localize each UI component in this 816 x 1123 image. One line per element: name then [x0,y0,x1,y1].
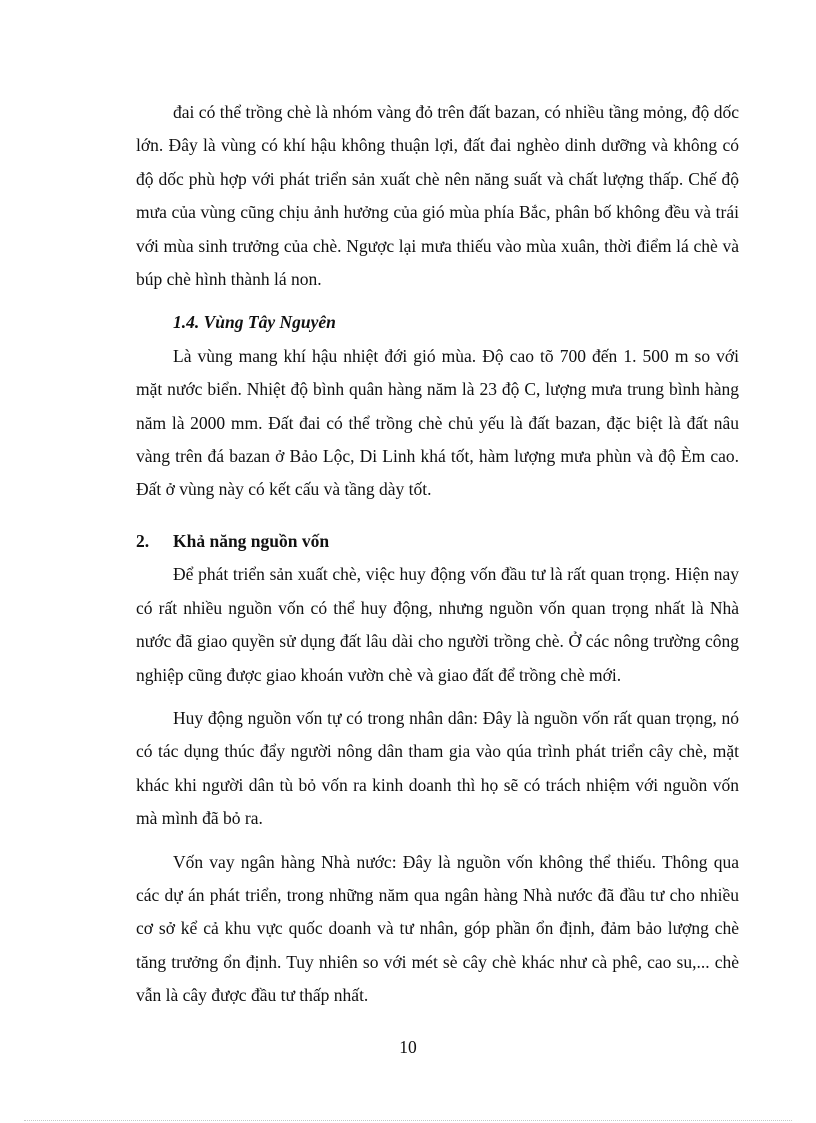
page-number: 10 [399,1037,417,1057]
paragraph-capital-1: Để phát triển sản xuất chè, việc huy động vốn đầu tư là rất quan trọng. Hiện nay có rất nhiều nguồn vốn có thể huy động, nhưng nguồn vốn quan trọng nhất là Nhà nước đã giao quyền sử dụng đất lâu dài cho người trồng chè. Ở các nông trường công nghiệp cũng được giao khoán vườn chè và giao đất để trồng chè mới. [136,564,739,685]
section-number: 2. [136,530,150,551]
section-title: Khả năng nguồn vốn [173,530,330,551]
page-body [136,96,739,1013]
paragraph-intro: đai có thể trồng chè là nhóm vàng đỏ trên đất bazan, có nhiều tầng mỏng, độ dốc lớn. Đây là vùng có khí hậu không thuận lợi, đất đai nghèo dinh dưỡng và không có độ dốc phù hợp với phát triển sản xuất chè nên năng suất và chất lượng thấp. Chế độ mưa của vùng cũng chịu ảnh hưởng của gió mùa phía Bắc, phân bố không đều và trái với mùa sinh trưởng của chè. Ngược lại mưa thiếu vào mùa xuân, thời điểm lá chè và búp chè hình thành lá non. [136,102,739,290]
paragraph-capital-2: Huy động nguồn vốn tự có trong nhân dân: Đây là nguồn vốn rất quan trọng, nó có tác dụng thúc đẩy người nông dân tham gia vào qúa trình phát triển cây chè, mặt khác khi người dân tù bỏ vốn ra kinh doanh thì họ sẽ có trách nhiệm với nguồn vốn mà mình đã bỏ ra. [136,707,739,829]
paragraph-capital-3: Vốn vay ngân hàng Nhà nước: Đây là nguồn vốn không thể thiếu. Thông qua các dự án phát triển, trong những năm qua ngân hàng Nhà nước đã đầu tư cho nhiều cơ sở kể cả khu vực quốc doanh và tư nhân, góp phần ổn định, đảm bảo lượng chè tăng trưởng ổn định. Tuy nhiên so với mét sè cây chè khác như cà phê, cao su,... chè vẫn là cây được đầu tư thấp nhất. [136,851,739,1006]
paragraph-tay-nguyen: Là vùng mang khí hậu nhiệt đới gió mùa. Độ cao tõ 700 đến 1. 500 m so với mặt nước biển. Nhiệt độ bình quân hàng năm là 23 độ C, lượng mưa trung bình hàng năm là 2000 mm. Đất đai có thể trồng chè chủ yếu là đất bazan, đặc biệt là đất nâu vàng trên đá bazan ở Bảo Lộc, Di Linh khá tốt, hàm lượng mưa phùn và độ Èm cao. Đất ở vùng này có kết cấu và tầng dày tốt. [136,345,739,500]
section-heading-1-4: 1.4. Vùng Tây Nguyên [173,312,336,333]
page-bottom-divider [24,1120,792,1121]
section-heading-2 [136,525,739,558]
